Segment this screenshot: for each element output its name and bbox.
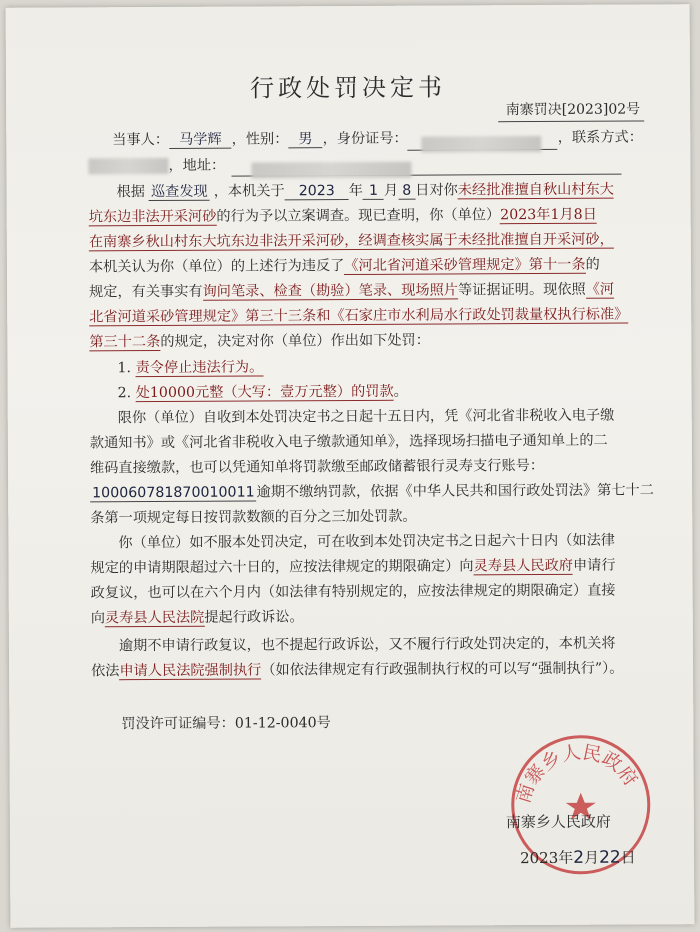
id-label: ，身份证号：: [322, 130, 408, 148]
document-page: [6, 4, 695, 928]
id-number-field: [408, 133, 558, 151]
handwritten-fill: 灵寿县人民法院: [104, 609, 205, 627]
party-gender: 男: [288, 131, 322, 148]
text: ，本机关于: [213, 183, 285, 200]
text: 年: [348, 182, 364, 200]
penalty-item-1: [117, 356, 263, 379]
p3-line-4: [91, 606, 304, 629]
p2-line-4: [90, 479, 654, 504]
redacted-id: [422, 136, 542, 153]
party-label: 当事人：: [112, 131, 170, 149]
text: 向: [90, 610, 106, 627]
handwritten-fill: 《河: [585, 281, 615, 298]
item-number: 2.: [117, 385, 132, 402]
party-name: 马学辉: [169, 132, 232, 149]
handwritten-fill: 《河北省河道采砂管理规定》第十一条: [344, 256, 586, 275]
issuing-authority: 南寨乡人民政府: [505, 812, 611, 832]
text: 逾期不缴纳罚款，依据《中华人民共和国行政处罚法》第七十二: [256, 482, 654, 501]
p1-line-6: [89, 304, 628, 329]
text: 月: [383, 182, 399, 199]
handwritten-fill: 责令停止违法行为。: [135, 359, 264, 377]
redacted-contact: [88, 158, 168, 174]
address-field: [231, 158, 621, 177]
handwritten-fill: 询问笔录、检查（勘验）笔录、现场照片: [202, 282, 459, 300]
text: 提起行政诉讼。: [204, 609, 304, 626]
text: 。: [393, 383, 408, 400]
bank-account-number: 100060781870010011: [90, 484, 257, 502]
text: 的: [585, 256, 600, 273]
document-number: 南寨罚决[2023]02号: [498, 98, 644, 122]
handwritten-fill: 第三十二条: [89, 333, 161, 351]
text: 月: [584, 848, 600, 867]
date-year: 2023年: [520, 848, 574, 868]
redacted-address: [251, 162, 411, 179]
p1-line-2: [89, 204, 597, 229]
p2-line-2: 款通知书》或《河北省非税收入电子缴款通知单》，选择现场扫描电子通知单上的二: [89, 432, 608, 452]
p4-line-1: 逾期不申请行政复议，也不提起行政诉讼，又不履行行政处罚决定的，本机关将: [118, 635, 616, 655]
text: 等证据证明。现依照: [457, 281, 586, 299]
p1-line-1: [117, 179, 614, 204]
handwritten-fill: 申请人民法院强制执行: [119, 662, 262, 680]
text: 规定的申请期限超过六十日的，应按法律规定的期限确定）向: [90, 558, 474, 577]
p1-line-4: [89, 254, 600, 279]
penalty-item-2: [118, 381, 408, 405]
day-field: 8: [398, 183, 415, 200]
basis-field: 巡查发现: [149, 184, 210, 201]
handwritten-fill: 处10000元整（大写：壹万元整）的罚款: [135, 383, 394, 402]
text: 的规定，决定对你（单位）作出如下处罚：: [160, 332, 430, 350]
handwritten-fill: 2023年1月8日: [500, 206, 597, 224]
text: （如依法律规定有行政强制执行权的可以写“强制执行”）。: [261, 660, 624, 679]
contact-label: ，联系方式：: [557, 129, 643, 146]
p3-line-1: 你（单位）如不服本处罚决定，可在收到本处罚决定书之日起六十日内（如法律: [118, 532, 616, 552]
party-line: [112, 126, 643, 152]
address-line: [88, 153, 621, 178]
handwritten-fill: 未经批准擅自秋山村东大: [457, 181, 614, 199]
p3-line-3: 政复议，也可以在六个月内（如法律有特别规定的，应按法律规定的期限确定）直接: [90, 582, 616, 602]
p2-line-1: 限你（单位）自收到本处罚决定书之日起十五日内，凭《河北省非税收入电子缴: [117, 407, 615, 427]
text: 申请行: [572, 557, 616, 574]
text: 依法: [91, 663, 120, 680]
text: 的行为予以立案调查。现已查明，你（单位）: [216, 207, 501, 225]
text: 日: [620, 848, 636, 867]
date-day: 22: [599, 847, 621, 868]
p1-line-3: [89, 229, 614, 254]
gender-label: ，性别：: [231, 131, 289, 148]
text: 日对你: [415, 182, 458, 199]
p3-line-2: [90, 555, 615, 580]
issue-date: [520, 847, 636, 870]
item-number: 1.: [117, 360, 132, 377]
text: 本机关认为你（单位）的上述行为违反了: [88, 258, 345, 276]
p2-line-5: 条第一项规定每日按罚款数额的百分之三加处罚款。: [90, 508, 417, 527]
year-field: 2023: [285, 183, 349, 200]
handwritten-fill: 在南寨乡秋山村东大坑东边非法开采河砂，经调查核实属于未经批准擅自开采河砂，: [88, 231, 614, 251]
p1-line-5: [89, 279, 614, 304]
p1-line-7: [89, 330, 430, 354]
p2-line-3: 维码直接缴款，也可以凭通知单将罚款缴至邮政储蓄银行灵寿支行账号：: [89, 457, 545, 477]
p4-line-2: [91, 658, 623, 683]
date-month: 2: [573, 847, 585, 868]
seal-text: 南寨乡人民政府: [512, 741, 642, 806]
document-title: 行政处罚决定书: [249, 73, 447, 103]
month-field: 1: [363, 183, 384, 200]
handwritten-fill: 灵寿县人民政府: [473, 557, 573, 575]
text: 规定，有关事实有: [89, 283, 203, 301]
handwritten-fill: 坑东边非法开采河砂: [88, 208, 217, 226]
handwritten-fill: 北省河道采砂管理规定》第三十三条和《石家庄市水利局水行政处罚裁量权执行标准》: [89, 306, 629, 326]
address-label: ，地址：: [168, 157, 226, 174]
text: 根据: [116, 184, 145, 201]
permit-number: 罚没许可证编号：01-12-0040号: [121, 715, 331, 733]
